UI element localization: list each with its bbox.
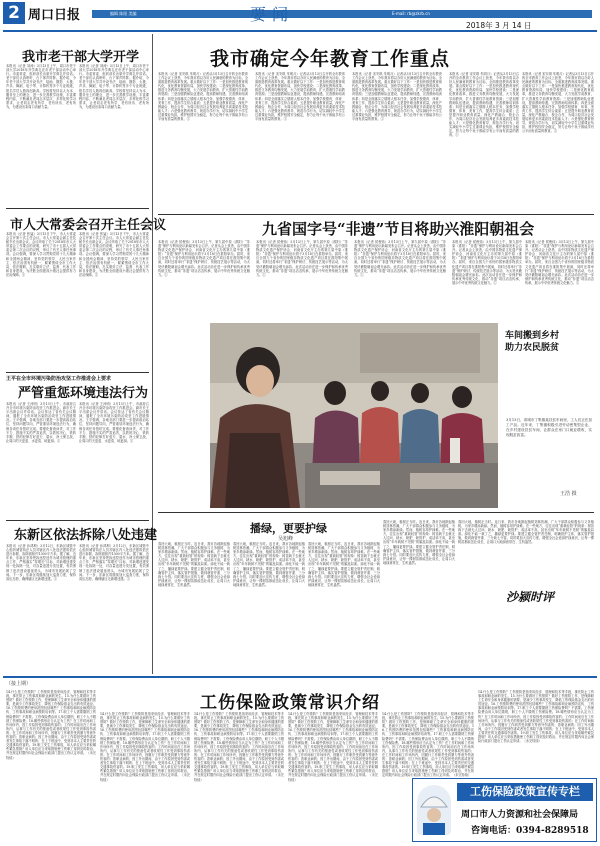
article-body: 本报讯（记者 孙鸿利）3月12日，东新区城管中心组织城管执法人员对辖区内八处违法建筑依法进行拆除，拆除面积约1300平方米。据了解，近年来，东新区坚持把拆违控违作为城市管理的重点工作，严格落实“零增长”目标，对新增违建发现一处拆除一处，对存量违建分类处置，有效遏制了违法建设蔓延势头，为城市发展拓展了空间。下一步，东新区将继续加大巡查力度，保持高压态势，确保辖区无新增违建。①	[6, 544, 76, 581]
article-body: 本报讯（记者 张猛）3月13日下午，市人大常委会召开第十次主任会议。市人大常委会副主任及秘书长出席会议。会议听取了关于2018年市人大常委会工作要点的说明，研究了市十五届人大常委会第二次会议的议程，审议了有关人事任免事项。会议强调，要深入学习贯彻党的十九大精神和全国两会精神，坚持党的领导、人民当家作主、依法治国有机统一，紧紧围绕全市工作大局，依法履职，扎实做好立法、监督、代表工作和自身建设，为决胜全面建成小康社会提供有力法治保障。①	[6, 232, 76, 277]
email-label: E-mail: rb@zkrb.cn	[392, 11, 430, 16]
article-title: 严管重惩环境违法行为	[18, 386, 149, 401]
policy-body-cont: 14.什么是工伤预防？工伤预防是指采用经济、管理和技术等手段，事先防止工伤事故和职业病的发生。15.为什么要做好工伤预防？做好工伤预防工作，是保障职工生命安全和身体健康的需要，是减少工伤事故发生、降低工伤保险基金支出的有效途径。16.工伤预防费的使用范围包括哪些？工伤事故和职业病预防宣传、工伤事故和职业病预防培训等。17.职工个人需要缴纳工伤保险费吗？不需要。工伤保险费由用人单位缴纳，职工个人不缴纳工伤保险费。18.哪些情形应当认定为工伤？在工作时间和工作场所内，因工作原因受到事故伤害的；工作时间前后在工作场所内，从事与工作有关的预备性或者收尾性工作受到事故伤害的；在工作时间和工作场所内，因履行工作职责受到暴力等意外伤害的；患职业病的；因工外出期间，由于工作原因受到伤害或者发生事故下落不明的；在上下班途中，受到非本人主要责任的交通事故伤害的。19.职工发生工伤事故，用人单位应当采取哪些紧急措施？用人单位应当采取措施使工伤职工得到及时救治，并在规定时限内向社会保险行政部门提出工伤认定申请。（未完待续）	[288, 712, 378, 782]
commentary-column-label: 沙颍时评	[506, 590, 555, 604]
masthead-rule	[3, 30, 597, 32]
page-number: 2	[3, 2, 25, 24]
divider	[6, 208, 149, 209]
helmet-icon	[417, 785, 451, 835]
article-body-cont: 本报讯（记者 宋安琪 朱明月）记者从3月13日召开的全市教育工作会议上获悉，今年我市将以办好人民满意的教育为目标，全面推进教育改革发展。重点做好以下工作：一是加快推进教育现代化，优化教育资源布局，加快学校建设；二是深化教育改革，推进义务教育均衡发展，大力发展学前教育，扩大普惠性学前教育资源；三是加强教师队伍建设，提高教师待遇，完善教师培训体系；四是全面落实立德树人根本任务，加强学校德育、体育、美育工作，提高学生综合素质；五是提升职业教育质量，深化产教融合、校企合作，为周口经济社会发展培养更多高素质技术技能人才；六是强化教育督导，规范办学行为，切实减轻中小学生过重课业负担，维护校园安全稳定，努力让每个孩子都能享有公平而有质量的教育。①	[522, 72, 594, 134]
article-body-cont: 本报讯（记者 侯俊伟）3月13日上午，第九届中原（淮阳）“非遗”保护与利用论坛新闻发布会召开。记者从会上获悉，由中国非物质文化遗产保护协会、河南省文化厅主办的第九届中原（淮阳）“非遗”保护与利用论坛将于3月18日在淮阳举办。届时，来自全国九个省份的国家级非物质文化遗产项目将在淮阳集中展演，同时还将举行“非遗”保护研讨、传统技艺展示等活动，为太昊伏羲陵朝祖会增光添彩。此次活动旨在进一步保护和传承优秀传统文化，推动“非遗”项目活态传承，展示中华优秀传统文化魅力。①	[525, 240, 594, 285]
masthead-bar	[92, 10, 592, 18]
commentary-body: 春回大地，植树正当时。连日来，我市各地掀起植树造林热潮，广大干部群众积极参与义务植树，为家乡增添新绿。然而，植树容易护绿难。在一些地方，往往出现“重栽轻管”的现象：树苗栽下去就无人过问，缺水、缺肥、缺管护，成活率不高，甚至出现“年年栽树不见树”的尴尬局面。绿化不能一栽了之，播绿更要护绿。要建立健全管护责任制，明确管护主体，落实管护措施，做到栽管并重、三分栽七分管。同时要加大宣传力度，增强全社会爱绿护绿意识，让每一棵树苗都能茁壮成长，让周口大地绿意常在、生机盎然。	[158, 542, 230, 587]
policy-body-cont: 14.什么是工伤预防？工伤预防是指采用经济、管理和技术等手段，事先防止工伤事故和职业病的发生。15.为什么要做好工伤预防？做好工伤预防工作，是保障职工生命安全和身体健康的需要，是减少工伤事故发生、降低工伤保险基金支出的有效途径。16.工伤预防费的使用范围包括哪些？工伤事故和职业病预防宣传、工伤事故和职业病预防培训等。17.职工个人需要缴纳工伤保险费吗？不需要。工伤保险费由用人单位缴纳，职工个人不缴纳工伤保险费。18.哪些情形应当认定为工伤？在工作时间和工作场所内，因工作原因受到事故伤害的；工作时间前后在工作场所内，从事与工作有关的预备性或者收尾性工作受到事故伤害的；在工作时间和工作场所内，因履行工作职责受到暴力等意外伤害的；患职业病的；因工外出期间，由于工作原因受到伤害或者发生事故下落不明的；在上下班途中，受到非本人主要责任的交通事故伤害的。19.职工发生工伤事故，用人单位应当采取哪些紧急措施？用人单位应当采取措施使工伤职工得到及时救治，并在规定时限内向社会保险行政部门提出工伤认定申请。（未完待续）	[100, 712, 190, 782]
ad-organization: 周口市人力资源和社会保障局	[461, 810, 579, 820]
commentary-body-cont: 春回大地，植树正当时。连日来，我市各地掀起植树造林热潮，广大干部群众积极参与义务植树，为家乡增添新绿。然而，植树容易护绿难。在一些地方，往往出现“重栽轻管”的现象：树苗栽下去就无人过问，缺水、缺肥、缺管护，成活率不高，甚至出现“年年栽树不见树”的尴尬局面。绿化不能一栽了之，播绿更要护绿。要建立健全管护责任制，明确管护主体，落实管护措施，做到栽管并重、三分栽七分管。同时要加大宣传力度，增强全社会爱绿护绿意识，让每一棵树苗都能茁壮成长，让周口大地绿意常在、生机盎然。	[458, 520, 594, 545]
workshop-photo-image	[210, 323, 498, 508]
article-body-cont: 本报讯（记者 王河明）3月13日上午，市政府召开全市环境污染防治攻坚工作推进会。副市长王平出席会议并讲话。会议传达了省有关会议精神，通报了全市环境污染防治攻坚工作进展情况。王平强调，各地各部门要进一步提高政治站位，坚持问题导向，严管重惩环境违法行为，确保各项任务按时完成。要强化督查问责，对工作不力、措施不实的严肃追责，以铁的决心、铁的手腕、铁的纪律打好蓝天、碧水、净土保卫战，让周口的天更蓝、水更清、地更绿。①	[79, 402, 149, 443]
policy-intro: （接上期）	[6, 681, 32, 687]
article-body: 本报讯（记者 王河明）3月13日上午，市政府召开全市环境污染防治攻坚工作推进会。副市长王平出席会议并讲话。会议传达了省有关会议精神，通报了全市环境污染防治攻坚工作进展情况。王平强调，各地各部门要进一步提高政治站位，坚持问题导向，严管重惩环境违法行为，确保各项任务按时完成。要强化督查问责，对工作不力、措施不实的严肃追责，以铁的决心、铁的手腕、铁的纪律打好蓝天、碧水、净土保卫战，让周口的天更蓝、水更清、地更绿。①	[6, 402, 76, 443]
photo-title: 车间搬到乡村 助力农民脱贫	[505, 331, 560, 353]
article-title: 九省国字号“非遗”节目将助兴淮阳朝祖会	[262, 220, 535, 238]
ad-title: 工伤保险政策宣传专栏	[470, 785, 580, 798]
policy-body-cont: 14.什么是工伤预防？工伤预防是指采用经济、管理和技术等手段，事先防止工伤事故和职业病的发生。15.为什么要做好工伤预防？做好工伤预防工作，是保障职工生命安全和身体健康的需要，是减少工伤事故发生、降低工伤保险基金支出的有效途径。16.工伤预防费的使用范围包括哪些？工伤事故和职业病预防宣传、工伤事故和职业病预防培训等。17.职工个人需要缴纳工伤保险费吗？不需要。工伤保险费由用人单位缴纳，职工个人不缴纳工伤保险费。18.哪些情形应当认定为工伤？在工作时间和工作场所内，因工作原因受到事故伤害的；工作时间前后在工作场所内，从事与工作有关的预备性或者收尾性工作受到事故伤害的；在工作时间和工作场所内，因履行工作职责受到暴力等意外伤害的；患职业病的；因工外出期间，由于工作原因受到伤害或者发生事故下落不明的；在上下班途中，受到非本人主要责任的交通事故伤害的。19.职工发生工伤事故，用人单位应当采取哪些紧急措施？用人单位应当采取措施使工伤职工得到及时救治，并在规定时限内向社会保险行政部门提出工伤认定申请。（未完待续）	[478, 690, 594, 744]
photo-credit: 王浩 摄	[560, 491, 577, 497]
article-title: 我市老干部大学开学	[22, 50, 140, 65]
article-body-cont: 本报讯（记者 张猛）3月13日下午，市人大常委会召开第十次主任会议。市人大常委会副主任及秘书长出席会议。会议听取了关于2018年市人大常委会工作要点的说明，研究了市十五届人大常委会第二次会议的议程，审议了有关人事任免事项。会议强调，要深入学习贯彻党的十九大精神和全国两会精神，坚持党的领导、人民当家作主、依法治国有机统一，紧紧围绕全市工作大局，依法履职，扎实做好立法、监督、代表工作和自身建设，为决胜全面建成小康社会提供有力法治保障。①	[79, 232, 149, 277]
article-body: 本报讯（记者 侯俊伟）3月13日上午，第九届中原（淮阳）“非遗”保护与利用论坛新闻发布会召开。记者从会上获悉，由中国非物质文化遗产保护协会、河南省文化厅主办的第九届中原（淮阳）“非遗”保护与利用论坛将于3月18日在淮阳举办。届时，来自全国九个省份的国家级非物质文化遗产项目将在淮阳集中展演，同时还将举行“非遗”保护研讨、传统技艺展示等活动，为太昊伏羲陵朝祖会增光添彩。此次活动旨在进一步保护和传承优秀传统文化，推动“非遗”项目活态传承，展示中华优秀传统文化魅力。①	[158, 240, 250, 277]
paper-name: 周口日报	[28, 8, 81, 23]
article-body-cont: 本报讯（记者 宋安琪 朱明月）记者从3月13日召开的全市教育工作会议上获悉，今年我市将以办好人民满意的教育为目标，全面推进教育改革发展。重点做好以下工作：一是加快推进教育现代化，优化教育资源布局，加快学校建设；二是深化教育改革，推进义务教育均衡发展，大力发展学前教育，扩大普惠性学前教育资源；三是加强教师队伍建设，提高教师待遇，完善教师培训体系；四是全面落实立德树人根本任务，加强学校德育、体育、美育工作，提高学生综合素质；五是提升职业教育质量，深化产教融合、校企合作，为周口经济社会发展培养更多高素质技术技能人才；六是强化教育督导，规范办学行为，切实减轻中小学生过重课业负担，维护校园安全稳定，努力让每个孩子都能享有公平而有质量的教育。①	[255, 72, 345, 122]
policy-body: 14.什么是工伤预防？工伤预防是指采用经济、管理和技术等手段，事先防止工伤事故和职业病的发生。15.为什么要做好工伤预防？做好工伤预防工作，是保障职工生命安全和身体健康的需要，是减少工伤事故发生、降低工伤保险基金支出的有效途径。16.工伤预防费的使用范围包括哪些？工伤事故和职业病预防宣传、工伤事故和职业病预防培训等。17.职工个人需要缴纳工伤保险费吗？不需要。工伤保险费由用人单位缴纳，职工个人不缴纳工伤保险费。18.哪些情形应当认定为工伤？在工作时间和工作场所内，因工作原因受到事故伤害的；工作时间前后在工作场所内，从事与工作有关的预备性或者收尾性工作受到事故伤害的；在工作时间和工作场所内，因履行工作职责受到暴力等意外伤害的；患职业病的；因工外出期间，由于工作原因受到伤害或者发生事故下落不明的；在上下班途中，受到非本人主要责任的交通事故伤害的。19.职工发生工伤事故，用人单位应当采取哪些紧急措施？用人单位应当采取措施使工伤职工得到及时救治，并在规定时限内向社会保险行政部门提出工伤认定申请。（未完待续）	[6, 690, 96, 760]
commentary-title: 播绿，更要护绿	[250, 522, 327, 535]
article-body-cont: 本报讯（记者 宋安琪 朱明月）记者从3月13日召开的全市教育工作会议上获悉，今年我市将以办好人民满意的教育为目标，全面推进教育改革发展。重点做好以下工作：一是加快推进教育现代化，优化教育资源布局，加快学校建设；二是深化教育改革，推进义务教育均衡发展，大力发展学前教育，扩大普惠性学前教育资源；三是加强教师队伍建设，提高教师待遇，完善教师培训体系；四是全面落实立德树人根本任务，加强学校德育、体育、美育工作，提高学生综合素质；五是提升职业教育质量，深化产教融合、校企合作，为周口经济社会发展培养更多高素质技术技能人才；六是强化教育督导，规范办学行为，切实减轻中小学生过重课业负担，维护校园安全稳定，努力让每个孩子都能享有公平而有质量的教育。①	[352, 72, 442, 122]
policy-title: 工伤保险政策常识介绍	[200, 693, 380, 713]
article-body-cont: 本报讯（记者 刘涛）3月13日上午，周口市老干部大学2018年开学典礼在市老干部活动中心举行。市委常委、组织部长出席开学典礼并讲话。老干部们认真聆听，台下掌声阵阵。据介绍，今年老干部大学共开设书法、绘画、摄影、太极、声乐、舞蹈、电子琴、计算机等多个专业班级，报名学员人数再创新高。学校将坚持以人为本、服务至上的理念，进一步完善教学设施，丰富课程内容，不断满足老同志多层次、多样化的学习需求，让老同志老有所学、老有所乐、老有所为，为建设出彩周口贡献力量。	[79, 64, 149, 109]
masthead	[0, 0, 600, 30]
commentary-body-cont: 春回大地，植树正当时。连日来，我市各地掀起植树造林热潮，广大干部群众积极参与义务植树，为家乡增添新绿。然而，植树容易护绿难。在一些地方，往往出现“重栽轻管”的现象：树苗栽下去就无人过问，缺水、缺肥、缺管护，成活率不高，甚至出现“年年栽树不见树”的尴尬局面。绿化不能一栽了之，播绿更要护绿。要建立健全管护责任制，明确管护主体，落实管护措施，做到栽管并重、三分栽七分管。同时要加大宣传力度，增强全社会爱绿护绿意识，让每一棵树苗都能茁壮成长，让周口大地绿意常在、生机盎然。	[233, 542, 305, 587]
divider	[6, 520, 149, 521]
article-body-cont: 本报讯（记者 侯俊伟）3月13日上午，第九届中原（淮阳）“非遗”保护与利用论坛新闻发布会召开。记者从会上获悉，由中国非物质文化遗产保护协会、河南省文化厅主办的第九届中原（淮阳）“非遗”保护与利用论坛将于3月18日在淮阳举办。届时，来自全国九个省份的国家级非物质文化遗产项目将在淮阳集中展演，同时还将举行“非遗”保护研讨、传统技艺展示等活动，为太昊伏羲陵朝祖会增光添彩。此次活动旨在进一步保护和传承优秀传统文化，推动“非遗”项目活态传承，展示中华优秀传统文化魅力。①	[256, 240, 348, 277]
policy-body-cont: 14.什么是工伤预防？工伤预防是指采用经济、管理和技术等手段，事先防止工伤事故和职业病的发生。15.为什么要做好工伤预防？做好工伤预防工作，是保障职工生命安全和身体健康的需要，是减少工伤事故发生、降低工伤保险基金支出的有效途径。16.工伤预防费的使用范围包括哪些？工伤事故和职业病预防宣传、工伤事故和职业病预防培训等。17.职工个人需要缴纳工伤保险费吗？不需要。工伤保险费由用人单位缴纳，职工个人不缴纳工伤保险费。18.哪些情形应当认定为工伤？在工作时间和工作场所内，因工作原因受到事故伤害的；工作时间前后在工作场所内，从事与工作有关的预备性或者收尾性工作受到事故伤害的；在工作时间和工作场所内，因履行工作职责受到暴力等意外伤害的；患职业病的；因工外出期间，由于工作原因受到伤害或者发生事故下落不明的；在上下班途中，受到非本人主要责任的交通事故伤害的。19.职工发生工伤事故，用人单位应当采取哪些紧急措施？用人单位应当采取措施使工伤职工得到及时救治，并在规定时限内向社会保险行政部门提出工伤认定申请。（未完待续）	[382, 712, 474, 778]
ad-box	[412, 778, 597, 842]
article-body: 本报讯（记者 刘涛）3月13日上午，周口市老干部大学2018年开学典礼在市老干部活动中心举行。市委常委、组织部长出席开学典礼并讲话。老干部们认真聆听，台下掌声阵阵。据介绍，今年老干部大学共开设书法、绘画、摄影、太极、声乐、舞蹈、电子琴、计算机等多个专业班级，报名学员人数再创新高。学校将坚持以人为本、服务至上的理念，进一步完善教学设施，丰富课程内容，不断满足老同志多层次、多样化的学习需求，让老同志老有所学、老有所乐、老有所为，为建设出彩周口贡献力量。	[6, 64, 76, 109]
section-rule	[3, 676, 597, 678]
commentary-author: 吴旭峰	[278, 536, 294, 542]
article-body: 本报讯（记者 宋安琪 朱明月）记者从3月13日召开的全市教育工作会议上获悉，今年我市将以办好人民满意的教育为目标，全面推进教育改革发展。重点做好以下工作：一是加快推进教育现代化，优化教育资源布局，加快学校建设；二是深化教育改革，推进义务教育均衡发展，大力发展学前教育，扩大普惠性学前教育资源；三是加强教师队伍建设，提高教师待遇，完善教师培训体系；四是全面落实立德树人根本任务，加强学校德育、体育、美育工作，提高学生综合素质；五是提升职业教育质量，深化产教融合、校企合作，为周口经济社会发展培养更多高素质技术技能人才；六是强化教育督导，规范办学行为，切实减轻中小学生过重课业负担，维护校园安全稳定，努力让每个孩子都能享有公平而有质量的教育。①	[158, 72, 248, 122]
divider	[158, 512, 594, 513]
article-title: 市人大常委会召开主任会议	[10, 218, 167, 233]
article-kicker: 王平在全市环境污染防治攻坚工作推进会上要求	[6, 376, 112, 382]
ad-title-banner	[457, 783, 593, 801]
article-body-cont: 本报讯（记者 侯俊伟）3月13日上午，第九届中原（淮阳）“非遗”保护与利用论坛新闻发布会召开。记者从会上获悉，由中国非物质文化遗产保护协会、河南省文化厅主办的第九届中原（淮阳）“非遗”保护与利用论坛将于3月18日在淮阳举办。届时，来自全国九个省份的国家级非物质文化遗产项目将在淮阳集中展演，同时还将举行“非遗”保护研讨、传统技艺展示等活动，为太昊伏羲陵朝祖会增光添彩。此次活动旨在进一步保护和传承优秀传统文化，推动“非遗”项目活态传承，展示中华优秀传统文化魅力。①	[354, 240, 446, 277]
divider	[158, 214, 594, 215]
article-body-cont: 本报讯（记者 宋安琪 朱明月）记者从3月13日召开的全市教育工作会议上获悉，今年我市将以办好人民满意的教育为目标，全面推进教育改革发展。重点做好以下工作：一是加快推进教育现代化，优化教育资源布局，加快学校建设；二是深化教育改革，推进义务教育均衡发展，大力发展学前教育，扩大普惠性学前教育资源；三是加强教师队伍建设，提高教师待遇，完善教师培训体系；四是全面落实立德树人根本任务，加强学校德育、体育、美育工作，提高学生综合素质；五是提升职业教育质量，深化产教融合、校企合作，为周口经济社会发展培养更多高素质技术技能人才；六是强化教育督导，规范办学行为，切实减轻中小学生过重课业负担，维护校园安全稳定，努力让每个孩子都能享有公平而有质量的教育。①	[449, 72, 519, 138]
article-body-cont: 本报讯（记者 孙鸿利）3月12日，东新区城管中心组织城管执法人员对辖区内八处违法建筑依法进行拆除，拆除面积约1300平方米。据了解，近年来，东新区坚持把拆违控违作为城市管理的重点工作，严格落实“零增长”目标，对新增违建发现一处拆除一处，对存量违建分类处置，有效遏制了违法建设蔓延势头，为城市发展拓展了空间。下一步，东新区将继续加大巡查力度，保持高压态势，确保辖区无新增违建。①	[79, 544, 149, 581]
article-title: 东新区依法拆除八处违建	[14, 528, 158, 543]
photo-caption: 3月13日，项城市丁集镇某扶贫车间里，工人们正在加工产品。近年来，丁集镇积极引进劳动密集型企业，在乡村建设扶贫车间，让群众在家门口就业增收，实现脱贫致富。	[506, 418, 592, 437]
news-photo	[210, 323, 498, 508]
editor-label: 编辑 陈阳 美编	[110, 11, 137, 16]
lead-article-title: 我市确定今年教育工作重点	[210, 48, 451, 70]
divider	[6, 372, 149, 373]
issue-date: 2018年 3 月 14 日	[466, 21, 532, 30]
section-title: 要闻	[250, 5, 295, 24]
article-body-cont: 本报讯（记者 侯俊伟）3月13日上午，第九届中原（淮阳）“非遗”保护与利用论坛新闻发布会召开。记者从会上获悉，由中国非物质文化遗产保护协会、河南省文化厅主办的第九届中原（淮阳）“非遗”保护与利用论坛将于3月18日在淮阳举办。届时，来自全国九个省份的国家级非物质文化遗产项目将在淮阳集中展演，同时还将举行“非遗”保护研讨、传统技艺展示等活动，为太昊伏羲陵朝祖会增光添彩。此次活动旨在进一步保护和传承优秀传统文化，推动“非遗”项目活态传承，展示中华优秀传统文化魅力。①	[452, 240, 522, 285]
column-divider	[152, 34, 153, 674]
ad-phone: 咨询电话：0394-8289518	[471, 826, 589, 836]
policy-body-cont: 14.什么是工伤预防？工伤预防是指采用经济、管理和技术等手段，事先防止工伤事故和职业病的发生。15.为什么要做好工伤预防？做好工伤预防工作，是保障职工生命安全和身体健康的需要，是减少工伤事故发生、降低工伤保险基金支出的有效途径。16.工伤预防费的使用范围包括哪些？工伤事故和职业病预防宣传、工伤事故和职业病预防培训等。17.职工个人需要缴纳工伤保险费吗？不需要。工伤保险费由用人单位缴纳，职工个人不缴纳工伤保险费。18.哪些情形应当认定为工伤？在工作时间和工作场所内，因工作原因受到事故伤害的；工作时间前后在工作场所内，从事与工作有关的预备性或者收尾性工作受到事故伤害的；在工作时间和工作场所内，因履行工作职责受到暴力等意外伤害的；患职业病的；因工外出期间，由于工作原因受到伤害或者发生事故下落不明的；在上下班途中，受到非本人主要责任的交通事故伤害的。19.职工发生工伤事故，用人单位应当采取哪些紧急措施？用人单位应当采取措施使工伤职工得到及时救治，并在规定时限内向社会保险行政部门提出工伤认定申请。（未完待续）	[194, 712, 284, 782]
commentary-body-cont: 春回大地，植树正当时。连日来，我市各地掀起植树造林热潮，广大干部群众积极参与义务植树，为家乡增添新绿。然而，植树容易护绿难。在一些地方，往往出现“重栽轻管”的现象：树苗栽下去就无人过问，缺水、缺肥、缺管护，成活率不高，甚至出现“年年栽树不见树”的尴尬局面。绿化不能一栽了之，播绿更要护绿。要建立健全管护责任制，明确管护主体，落实管护措施，做到栽管并重、三分栽七分管。同时要加大宣传力度，增强全社会爱绿护绿意识，让每一棵树苗都能茁壮成长，让周口大地绿意常在、生机盎然。	[383, 520, 455, 565]
commentary-body-cont: 春回大地，植树正当时。连日来，我市各地掀起植树造林热潮，广大干部群众积极参与义务植树，为家乡增添新绿。然而，植树容易护绿难。在一些地方，往往出现“重栽轻管”的现象：树苗栽下去就无人过问，缺水、缺肥、缺管护，成活率不高，甚至出现“年年栽树不见树”的尴尬局面。绿化不能一栽了之，播绿更要护绿。要建立健全管护责任制，明确管护主体，落实管护措施，做到栽管并重、三分栽七分管。同时要加大宣传力度，增强全社会爱绿护绿意识，让每一棵树苗都能茁壮成长，让周口大地绿意常在、生机盎然。	[308, 542, 380, 587]
